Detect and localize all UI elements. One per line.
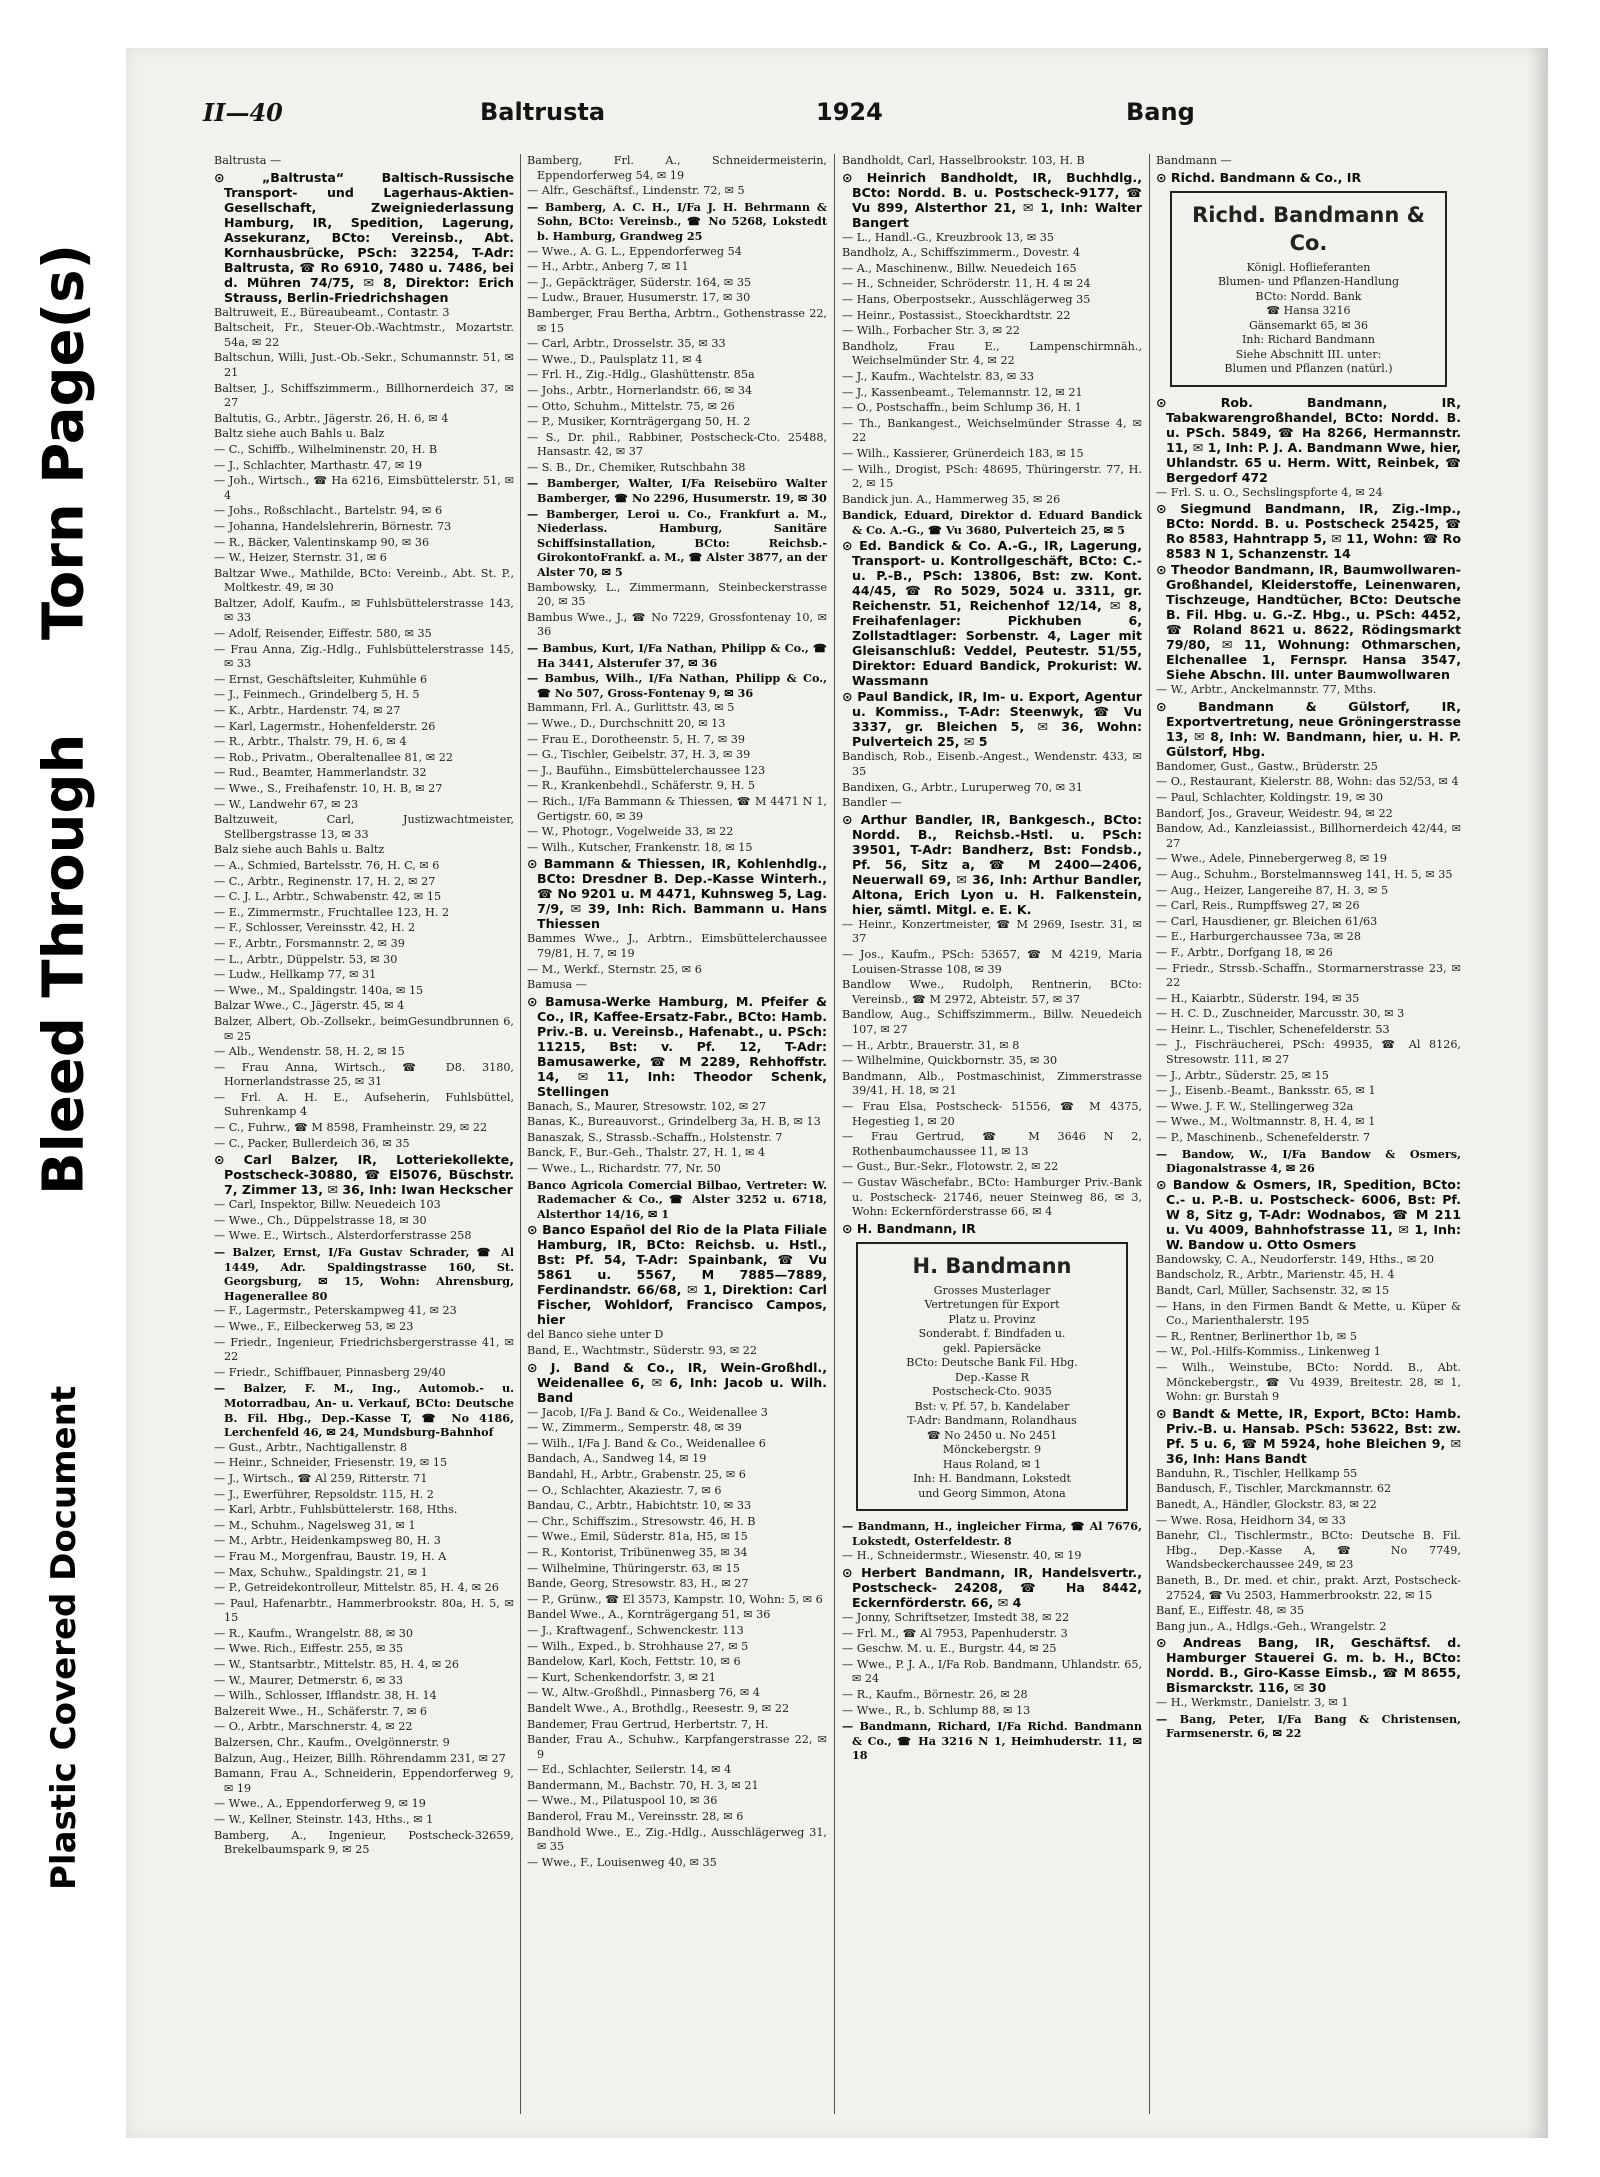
directory-entry: — Max, Schuhw., Spaldingstr. 21, ✉ 1 — [214, 1565, 428, 1579]
directory-entry: — Frl. S. u. O., Sechslingspforte 4, ✉ 24 — [1156, 485, 1383, 499]
directory-entry: — Jonny, Schriftsetzer, Imstedt 38, ✉ 22 — [842, 1611, 1070, 1624]
bleed-through-label: Bleed Through — [31, 733, 97, 1195]
directory-entry: Bandixen, G., Arbtr., Luruperweg 70, ✉ 31 — [842, 780, 1083, 794]
advertisement-line: Inh: Richard Bandmann — [1241, 333, 1376, 347]
header-left-keyword: Baltrusta — [480, 98, 606, 126]
directory-entry: — R., Rentner, Berlinerthor 1b, ✉ 5 — [1156, 1329, 1357, 1343]
directory-entry: — C., Schiffb., Wilhelminenstr. 20, H. B — [214, 442, 438, 456]
directory-entry: — W., Photogr., Vogelweide 33, ✉ 22 — [527, 825, 734, 839]
firm-listing: ⊙ Andreas Bang, IR, Geschäftsf. d. Hamburger Stauerei G. m. b. H., BCto: Nordd. B., Giro-Kasse Eimsb., ☎ M 8655, Bismarckstr. 116, ✉ 30 — [1156, 1635, 1461, 1696]
directory-entry: — Wwe., M., Spaldingstr. 140a, ✉ 15 — [214, 983, 424, 997]
advertisement-line: BCto: Deutsche Bank Fil. Hbg. — [906, 1356, 1078, 1370]
directory-entry: — S. B., Dr., Chemiker, Rutschbahn 38 — [527, 460, 746, 474]
directory-entry: — Wwe., Emil, Süderstr. 81a, H5, ✉ 15 — [527, 1530, 748, 1544]
directory-columns — [214, 154, 1469, 2114]
directory-entry: Baltzuweit, Carl, Justizwachtmeister, Stellbergstrasse 13, ✉ 33 — [214, 813, 514, 841]
advertisement-line: Bst: v. Pf. 57, b. Kandelaber — [914, 1399, 1070, 1413]
directory-entry: — Ed., Schlachter, Seilerstr. 14, ✉ 4 — [527, 1763, 732, 1777]
directory-entry: — Wwe., D., Durchschnitt 20, ✉ 13 — [527, 716, 726, 730]
directory-entry: Bandomer, Gust., Gastw., Brüderstr. 25 — [1156, 759, 1378, 773]
directory-entry: — P., Maschinenb., Schenefelderstr. 7 — [1156, 1131, 1371, 1145]
directory-entry: — C. J. L., Arbtr., Schwabenstr. 42, ✉ 15 — [214, 890, 442, 904]
directory-entry: — Bandmann, H., ingleicher Firma, ☎ Al 7676, Lokstedt, Osterfeldestr. 8 — [842, 1519, 1142, 1548]
directory-entry: — J., Fischräucherei, PSch: 49935, ☎ Al 8126, Stresowstr. 111, ✉ 27 — [1156, 1038, 1461, 1067]
directory-entry: — Wwe. E., Wirtsch., Alsterdorferstrasse 258 — [214, 1229, 472, 1243]
directory-entry: Bande, Georg, Stresowstr. 83, H., ✉ 27 — [527, 1577, 749, 1591]
directory-entry: — Rich., I/Fa Bammann & Thiessen, ☎ M 4471 N 1, Gertigstr. 60, ✉ 39 — [527, 794, 827, 823]
directory-entry: Bandt, Carl, Müller, Sachsenstr. 32, ✉ 15 — [1156, 1284, 1390, 1297]
directory-entry: — W., Arbtr., Anckelmannstr. 77, Mths. — [1156, 683, 1377, 697]
directory-entry: — J., Kaufm., Wachtelstr. 83, ✉ 33 — [842, 369, 1035, 383]
directory-entry: — Karl, Arbtr., Fuhlsbüttelerstr. 168, Hths. — [214, 1503, 458, 1517]
advertisement-line: Dep.-Kasse R — [955, 1370, 1029, 1384]
directory-entry: — J., Feinmech., Grindelberg 5, H. 5 — [214, 688, 420, 702]
directory-entry: — Frl. M., ☎ Al 7953, Papenhuderstr. 3 — [842, 1626, 1068, 1640]
directory-entry: Bandholz, Frau E., Lampenschirmnäh., Weichselmünder Str. 4, ✉ 22 — [842, 339, 1142, 368]
advertisement-line: Inh: H. Bandmann, Lokstedt — [913, 1472, 1071, 1486]
directory-entry: — Frau Gertrud, ☎ M 3646 N 2, Rothenbaumchaussee 11, ✉ 13 — [842, 1130, 1142, 1158]
directory-entry: Bang jun., A., Hdlgs.-Geh., Wrangelstr. 2 — [1156, 1619, 1387, 1633]
page-edge-shadow — [1526, 48, 1548, 2138]
directory-entry: Bandowsky, C. A., Neudorferstr. 149, Hths., ✉ 20 — [1156, 1252, 1434, 1266]
directory-entry: Bamberg, A., Ingenieur, Postscheck-32659, Brekelbaumspark 9, ✉ 25 — [214, 1828, 514, 1857]
firm-listing: ⊙ H. Bandmann, IR — [842, 1220, 976, 1236]
directory-entry: Bambowsky, L., Zimmermann, Steinbeckerstrasse 20, ✉ 35 — [527, 580, 827, 609]
directory-entry: — Hans, Oberpostsekr., Ausschlägerweg 35 — [842, 292, 1091, 306]
directory-entry: — M., Schuhm., Nagelsweg 31, ✉ 1 — [214, 1518, 416, 1532]
directory-entry: Balzar Wwe., C., Jägerstr. 45, ✉ 4 — [214, 999, 405, 1013]
directory-entry: — Alb., Wendenstr. 58, H. 2, ✉ 15 — [214, 1045, 405, 1059]
advertisement-line: ☎ No 2450 u. No 2451 — [926, 1428, 1058, 1442]
directory-entry: Banf, E., Eiffestr. 48, ✉ 35 — [1156, 1604, 1305, 1618]
header-right-keyword: Bang — [1126, 98, 1195, 126]
directory-entry: — A., Maschinenw., Billw. Neuedeich 165 — [842, 261, 1077, 275]
directory-entry: Bandick, Eduard, Direktor d. Eduard Bandick & Co. A.-G., ☎ Vu 3680, Pulverteich 25, ✉ 5 — [842, 508, 1142, 537]
column-2 — [527, 154, 827, 2114]
directory-entry: — Wwe. J. F. W., Stellingerweg 32a — [1156, 1099, 1354, 1113]
advertisement-line: T-Adr: Bandmann, Rolandhaus — [907, 1414, 1077, 1428]
directory-entry: — J., Wirtsch., ☎ Al 259, Ritterstr. 71 — [214, 1471, 428, 1485]
directory-entry: — Wilh., Kutscher, Frankenstr. 18, ✉ 15 — [527, 840, 753, 854]
advertisement-line: Grosses Musterlager — [933, 1283, 1051, 1297]
advertisement-box — [856, 1242, 1128, 1512]
directory-entry: — Wwe., D., Paulsplatz 11, ✉ 4 — [527, 352, 703, 366]
directory-entry: Balzersen, Chr., Kaufm., Ovelgönnerstr. 9 — [214, 1736, 450, 1750]
directory-entry: — O., Restaurant, Kielerstr. 88, Wohn: das 52/53, ✉ 4 — [1156, 775, 1459, 789]
directory-entry: — S., Dr. phil., Rabbiner, Postscheck-Cto. 25488, Hansastr. 42, ✉ 37 — [527, 430, 827, 459]
advertisement-line: Vertretungen für Export — [924, 1298, 1060, 1312]
firm-listing: ⊙ Bandmann & Gülstorf, IR, Exportvertretung, neue Gröningerstrasse 13, ✉ 8, Inh: W. Bandmann, hier, u. H. P. Gülstorf, Hbg. — [1156, 698, 1461, 759]
directory-entry: Bandelow, Karl, Koch, Fettstr. 10, ✉ 6 — [527, 1655, 741, 1669]
directory-entry: — W., Zimmerm., Semperstr. 48, ✉ 39 — [527, 1421, 742, 1435]
directory-entry: — Adolf, Reisender, Eiffestr. 580, ✉ 35 — [214, 627, 432, 641]
directory-entry: Balzun, Aug., Heizer, Billh. Röhrendamm 231, ✉ 27 — [214, 1751, 506, 1765]
directory-entry: — Gustav Wäschefabr., BCto: Hamburger Priv.-Bank u. Postscheck- 21746, neuer Steinweg 86, ✉ 3, Wohn: Eckernförderstrasse 66, ✉ 4 — [842, 1175, 1142, 1219]
directory-entry: — Rob., Privatm., Oberaltenallee 81, ✉ 22 — [214, 750, 453, 764]
advertisement-line: Haus Roland, ✉ 1 — [942, 1457, 1042, 1471]
directory-entry: — Alfr., Geschäftsf., Lindenstr. 72, ✉ 5 — [527, 184, 745, 198]
directory-entry: — H., Schneidermstr., Wiesenstr. 40, ✉ 19 — [842, 1549, 1082, 1563]
page-number: II—40 — [203, 98, 283, 127]
directory-entry: — Johs., Roßschlacht., Bartelstr. 94, ✉ 6 — [214, 504, 443, 518]
directory-entry: — W., Altw.-Großhdl., Pinnasberg 76, ✉ 4 — [527, 1686, 760, 1700]
directory-entry: — E., Harburgerchaussee 73a, ✉ 28 — [1156, 930, 1362, 944]
directory-entry: — Frau Anna, Zig.-Hdlg., Fuhlsbüttelerstrasse 145, ✉ 33 — [214, 642, 514, 671]
directory-entry: — F., Schlosser, Vereinsstr. 42, H. 2 — [214, 921, 416, 935]
directory-entry: — Johs., Arbtr., Hornerlandstr. 66, ✉ 34 — [527, 383, 753, 397]
directory-entry: — J., Schlachter, Marthastr. 47, ✉ 19 — [214, 458, 423, 472]
directory-entry: — Ludw., Hellkamp 77, ✉ 31 — [214, 968, 377, 982]
directory-entry: — O., Arbtr., Marschnerstr. 4, ✉ 22 — [214, 1720, 413, 1734]
directory-entry: — Wilh., Exped., b. Strohhause 27, ✉ 5 — [527, 1639, 749, 1653]
directory-entry: — Wilh., Forbacher Str. 3, ✉ 22 — [842, 324, 1020, 338]
directory-entry: — Aug., Heizer, Langereihe 87, H. 3, ✉ 5 — [1156, 883, 1389, 897]
directory-entry: — Wilh., Kassierer, Grünerdeich 183, ✉ 15 — [842, 446, 1084, 460]
directory-entry: Bamberger, Frau Bertha, Arbtrn., Gothenstrasse 22, ✉ 15 — [527, 306, 827, 335]
directory-entry: — R., Krankenbehdl., Schäferstr. 9, H. 5 — [527, 779, 756, 793]
directory-entry: — Bandow, W., I/Fa Bandow & Osmers, Diagonalstrasse 4, ✉ 26 — [1156, 1146, 1461, 1176]
advertisement-line: und Georg Simmon, Atona — [918, 1486, 1066, 1500]
firm-listing: ⊙ Rob. Bandmann, IR, Tabakwarengroßhandel, BCto: Nordd. B. u. PSch. 5849, ☎ Ha 8266, Hermannstr. 11, ✉ 1, Inh: P. J. A. Bandmann Wwe, hier, Uhlandstr. 65 u. Herm. Witt, Reinbek, ☎ Bergedorf 472 — [1156, 394, 1461, 485]
directory-entry: — J., Gepäckträger, Süderstr. 164, ✉ 35 — [527, 275, 752, 289]
column-4 — [1156, 154, 1461, 2114]
directory-entry: Bandermann, M., Bachstr. 70, H. 3, ✉ 21 — [527, 1778, 759, 1792]
directory-entry: Baltzer, Adolf, Kaufm., ✉ Fuhlsbüttelerstrasse 143, ✉ 33 — [214, 596, 514, 625]
directory-entry: Bandholdt, Carl, Hasselbrookstr. 103, H. B — [842, 154, 1085, 167]
firm-listing: ⊙ Carl Balzer, IR, Lotteriekollekte, Postscheck-30880, ☎ El5076, Büschstr. 7, Zimmer 13, ✉ 36, Inh: Iwan Heckscher — [214, 1152, 514, 1198]
advertisement-line: Blumen und Pflanzen (natürl.) — [1224, 362, 1393, 376]
directory-entry: Banduhn, R., Tischler, Hellkamp 55 — [1156, 1466, 1358, 1480]
directory-entry: Baneth, B., Dr. med. et chir., prakt. Arzt, Postscheck- 27524, ☎ Vu 2503, Hammerbrookstr. 22, ✉ 15 — [1156, 1573, 1461, 1602]
directory-entry: Banas, K., Bureauvorst., Grindelberg 3a, H. B, ✉ 13 — [527, 1115, 821, 1129]
directory-entry: — Jacob, I/Fa J. Band & Co., Weidenallee 3 — [527, 1405, 768, 1419]
directory-page — [126, 48, 1548, 2138]
directory-entry: — H. C. D., Zuschneider, Marcusstr. 30, ✉ 3 — [1156, 1007, 1405, 1021]
directory-entry: Bandau, C., Arbtr., Habichtstr. 10, ✉ 33 — [527, 1499, 752, 1513]
directory-entry: — Wwe., L., Richardstr. 77, Nr. 50 — [527, 1162, 721, 1176]
advertisement-line: Siehe Abschnitt III. unter: — [1235, 347, 1382, 361]
directory-entry: — Balzer, Ernst, I/Fa Gustav Schrader, ☎ Al 1449, Adr. Spaldingstrasse 160, St. Georgsburg, ✉ 15, Wohn: Ahrensburg, Hagenerallee 80 — [214, 1245, 514, 1303]
directory-entry: — Rud., Beamter, Hammerlandstr. 32 — [214, 766, 427, 780]
directory-entry: — Wwe., F., Eilbeckerweg 53, ✉ 23 — [214, 1320, 414, 1333]
directory-entry: — Wwe., M., Woltmannstr. 8, H. 4, ✉ 1 — [1156, 1115, 1376, 1129]
directory-entry: — Wwe., F., Louisenweg 40, ✉ 35 — [527, 1855, 717, 1869]
directory-entry: Bandel Wwe., A., Kornträgergang 51, ✉ 36 — [527, 1608, 771, 1622]
directory-entry: — G., Tischler, Geibelstr. 37, H. 3, ✉ 39 — [527, 748, 751, 762]
directory-entry: Bandisch, Rob., Eisenb.-Angest., Wendenstr. 433, ✉ 35 — [842, 750, 1142, 779]
directory-entry: — Otto, Schuhm., Mittelstr. 75, ✉ 26 — [527, 399, 735, 413]
scan-side-margin — [0, 0, 128, 2177]
directory-entry: — Gust., Bur.-Sekr., Flotowstr. 2, ✉ 22 — [842, 1160, 1059, 1174]
directory-entry: — Jos., Kaufm., PSch: 53657, ☎ M 4219, Maria Louisen-Strasse 108, ✉ 39 — [842, 948, 1142, 976]
directory-entry: Bandemer, Frau Gertrud, Herbertstr. 7, H. — [527, 1717, 769, 1731]
advertisement-line: Gänsemarkt 65, ✉ 36 — [1248, 318, 1369, 332]
directory-entry: — R., Kaufm., Börnestr. 26, ✉ 28 — [842, 1687, 1028, 1701]
directory-entry: Bammann, Frl. A., Gurlittstr. 43, ✉ 5 — [527, 701, 735, 715]
directory-entry: Banco Agricola Comercial Bilbao, Vertreter: W. Rademacher & Co., ☎ Alster 3252 u. 6718, Alsterthor 14/16, ✉ 1 — [527, 1177, 827, 1221]
directory-entry: Baltscheit, Fr., Steuer-Ob.-Wachtmstr., Mozartstr. 54a, ✉ 22 — [214, 321, 514, 349]
directory-entry: — Carl, Arbtr., Drosselstr. 35, ✉ 33 — [527, 337, 726, 351]
directory-entry: Balz siehe auch Bahls u. Baltz — [214, 843, 385, 857]
directory-entry: — R., Bäcker, Valentinskamp 90, ✉ 36 — [214, 535, 430, 549]
directory-entry: — Ernst, Geschäftsleiter, Kuhmühle 6 — [214, 672, 428, 686]
firm-listing: ⊙ Richd. Bandmann & Co., IR — [1156, 169, 1362, 185]
directory-entry: — H., Arbtr., Brauerstr. 31, ✉ 8 — [842, 1038, 1020, 1052]
directory-entry: Bandorf, Jos., Graveur, Weidestr. 94, ✉ 22 — [1156, 806, 1393, 820]
directory-entry: — Paul, Schlachter, Koldingstr. 19, ✉ 30 — [1156, 790, 1383, 804]
directory-entry: — Wwe. Rich., Eiffestr. 255, ✉ 35 — [214, 1642, 404, 1656]
directory-entry: Bandick jun. A., Hammerweg 35, ✉ 26 — [842, 492, 1061, 506]
directory-entry: — Heinr., Postassist., Stoeckhardtstr. 22 — [842, 308, 1071, 322]
directory-entry: — Johanna, Handelslehrerin, Börnestr. 73 — [214, 519, 452, 533]
directory-entry: — C., Arbtr., Reginenstr. 17, H. 2, ✉ 27 — [214, 874, 436, 888]
advertisement-line: Postscheck-Cto. 9035 — [932, 1385, 1052, 1399]
firm-listing: ⊙ Ed. Bandick & Co. A.-G., IR, Lagerung, Transport- u. Kontrollgeschäft, BCto: C.- u. P.-B., PSch: 13806, Bst: zw. Kont. 44/45, ☎ Ro 5029, 5024 u. 3311, gr. Reichenstr. 51, Reichenhof 12/14, ✉ 8, Freihafenlager: Pickhuben 6, Zollstadtlager: Sorbenstr. 4, Lager mit Gleisanschluß: Veddel, Peutestr. 51/55, Direktor: Eduard Bandick, Prokurist: W. Wassmann — [842, 538, 1142, 689]
firm-listing: ⊙ Bamusa-Werke Hamburg, M. Pfeifer & Co., IR, Kaffee-Ersatz-Fabr., BCto: Hamb. Priv.-B. u. Vereinsb., Hafenabt., u. PSch: 11215, Bst: v. Pf. 12, T-Adr: Bamusawerke, ☎ M 2289, Rehhoffstr. 14, ✉ 11, Inh: Theodor Schenk, Stellingen — [527, 993, 827, 1099]
advertisement-line: Mönckebergstr. 9 — [942, 1443, 1042, 1457]
directory-entry: — R., Kontorist, Tribünenweg 35, ✉ 34 — [527, 1545, 748, 1559]
directory-entry: — M., Arbtr., Heidenkampsweg 80, H. 3 — [214, 1534, 441, 1548]
directory-entry: — Frau E., Dorotheenstr. 5, H. 7, ✉ 39 — [527, 732, 746, 746]
firm-listing: ⊙ J. Band & Co., IR, Wein-Großhdl., Weidenallee 6, ✉ 6, Inh: Jacob u. Wilh. Band — [527, 1359, 827, 1405]
directory-entry: — Chr., Schiffszim., Stresowstr. 46, H. B — [527, 1514, 756, 1528]
advertisement-title: Richd. Bandmann & Co. — [1192, 202, 1425, 255]
advertisement-line: gekl. Papiersäcke — [942, 1341, 1042, 1355]
directory-entry: — P., Getreidekontrolleur, Mittelstr. 85, H. 4, ✉ 26 — [214, 1581, 499, 1595]
directory-entry: Bammes Wwe., J., Arbtrn., Eimsbüttelerchaussee 79/81, H. 7, ✉ 19 — [527, 932, 827, 960]
directory-entry: — Wilh., Schlosser, Ifflandstr. 38, H. 14 — [214, 1689, 437, 1703]
directory-entry: — J., Ewerführer, Repsoldstr. 115, H. 2 — [214, 1487, 434, 1501]
directory-entry: Banedt, A., Händler, Glockstr. 83, ✉ 22 — [1156, 1497, 1377, 1511]
directory-entry: — Bambus, Kurt, I/Fa Nathan, Philipp & Co., ☎ Ha 3441, Alsterufer 37, ✉ 36 — [527, 641, 827, 670]
directory-entry: Banach, S., Maurer, Stresowstr. 102, ✉ 27 — [527, 1099, 767, 1113]
directory-entry: — Wwe., Adele, Pinnebergerweg 8, ✉ 19 — [1156, 852, 1387, 866]
directory-entry: — Hans, in den Firmen Bandt & Mette, u. Küper & Co., Marienthalerstr. 195 — [1156, 1299, 1461, 1328]
directory-entry: Baltutis, G., Arbtr., Jägerstr. 26, H. 6, ✉ 4 — [214, 411, 449, 425]
directory-entry: — P., Musiker, Kornträgergang 50, H. 2 — [527, 415, 751, 429]
directory-entry: Bandelt Wwe., A., Brothdlg., Reesestr. 9, ✉ 22 — [527, 1701, 790, 1715]
firm-listing: ⊙ Bammann & Thiessen, IR, Kohlenhdlg., BCto: Dresdner B. Dep.-Kasse Winterh., ☎ No 9201 u. M 4471, Kuhnsweg 5, Lag. 7/9, ✉ 39, Inh: Rich. Bammann u. Hans Thiessen — [527, 856, 827, 932]
directory-entry: Band, E., Wachtmstr., Süderstr. 93, ✉ 22 — [527, 1344, 757, 1358]
directory-entry: — Wilh., I/Fa J. Band & Co., Weidenallee 6 — [527, 1436, 766, 1450]
directory-entry: — Th., Bankangest., Weichselmünder Strasse 4, ✉ 22 — [842, 416, 1142, 445]
firm-listing: ⊙ „Baltrusta“ Baltisch-Russische Transport- und Lagerhaus-Aktien-Gesellschaft, Zweigniederlassung Hamburg, IR, Spedition, Lagerung, Assekuranz, BCto: Vereinsb., Abt. Kornhausbrücke, PSch: 32254, T-Adr: Baltrusta, ☎ Ro 6910, 7480 u. 7486, bei d. Mühren 74/75, ✉ 8, Direktor: Erich Strauss, Berlin-Friedrichshagen — [214, 169, 514, 305]
directory-entry: — W., Landwehr 67, ✉ 23 — [214, 797, 359, 811]
directory-entry: — Carl, Hausdiener, gr. Bleichen 61/63 — [1156, 914, 1378, 928]
directory-entry: — L., Arbtr., Düppelstr. 53, ✉ 30 — [214, 952, 398, 966]
directory-entry: — Wilh., Weinstube, BCto: Nordd. B., Abt. Mönckebergstr., ☎ Vu 4939, Breitestr. 28, ✉ 1, Wohn: gr. Burstah 9 — [1156, 1360, 1461, 1404]
firm-listing: ⊙ Arthur Bandler, IR, Bankgesch., BCto: Nordd. B., Reichsb.-Hstl. u. PSch: 39501, T-Adr: Bandherz, Bst: Fondsb., Pf. 56, Sitz a, ☎ M 2400—2406, Neuerwall 69, ✉ 36, Inh: Arthur Bandler, Altona, Erich Lyon u. H. Falkenstein, hier, sämtl. Mitgl. e. E. K. — [842, 811, 1142, 917]
advertisement-line: ☎ Hansa 3216 — [1266, 304, 1351, 318]
directory-entry: Bandholz, A., Schiffszimmerm., Dovestr. 4 — [842, 246, 1081, 260]
directory-entry: Banaszak, S., Strassb.-Schaffn., Holstenstr. 7 — [527, 1130, 783, 1144]
plastic-covered-label: Plastic Covered Document — [44, 1385, 84, 1890]
directory-entry: del Banco siehe unter D — [527, 1328, 664, 1342]
directory-entry: Bandmann — — [1156, 154, 1232, 167]
directory-entry: — M., Werkf., Sternstr. 25, ✉ 6 — [527, 962, 702, 976]
directory-entry: — O., Postschaffn., beim Schlump 36, H. 1 — [842, 401, 1082, 415]
directory-entry: — Gust., Arbtr., Nachtigallenstr. 8 — [214, 1440, 408, 1454]
directory-entry: — Carl, Reis., Rumpffsweg 27, ✉ 26 — [1156, 899, 1360, 913]
directory-entry: Bandscholz, R., Arbtr., Marienstr. 45, H. 4 — [1156, 1268, 1395, 1282]
directory-entry: — H., Kaiarbtr., Süderstr. 194, ✉ 35 — [1156, 991, 1360, 1005]
directory-entry: — Wwe., R., b. Schlump 88, ✉ 13 — [842, 1703, 1031, 1717]
directory-entry: — Balzer, F. M., Ing., Automob.- u. Motorradbau, An- u. Verkauf, BCto: Deutsche B. Fil. Hbg., Dep.-Kasse T, ☎ No 4186, Lerchenfeld 46, ✉ 24, Mundsburg-Bahnhof — [214, 1381, 514, 1440]
firm-listing: ⊙ Banco Español del Rio de la Plata Filiale Hamburg, IR, BCto: Reichsb. u. Hstl., Bst: Pf. 54, T-Adr: Spainbank, ☎ Vu 5861 u. 5567, M 7885—7889, Ferdinandstr. 66/68, ✉ 1, Direktion: Carl Fischer, Wohldorf, Francisco Campos, hier — [527, 1222, 827, 1328]
directory-entry: Bandusch, F., Tischler, Marckmannstr. 62 — [1156, 1482, 1392, 1496]
directory-entry: Bandach, A., Sandweg 14, ✉ 19 — [527, 1452, 707, 1466]
directory-entry: — Bamberg, A. C. H., I/Fa J. H. Behrmann & Sohn, BCto: Vereinsb., ☎ No 5268, Lokstedt b. Hamburg, Grandweg 25 — [527, 199, 827, 243]
directory-entry: Bandow, Ad., Kanzleiassist., Billhornerdeich 42/44, ✉ 27 — [1156, 822, 1461, 850]
directory-entry: Bambus Wwe., J., ☎ No 7229, Grossfontenay 10, ✉ 36 — [527, 610, 827, 639]
directory-entry: — Wilhelmine, Thüringerstr. 63, ✉ 15 — [527, 1561, 740, 1575]
directory-entry: Baltzar Wwe., Mathilde, BCto: Vereinb., Abt. St. P., Moltkestr. 49, ✉ 30 — [214, 566, 514, 595]
directory-entry: Bamberg, Frl. A., Schneidermeisterin, Eppendorferweg 54, ✉ 19 — [527, 154, 827, 182]
directory-entry: — Frau Anna, Wirtsch., ☎ D8. 3180, Hornerlandstrasse 25, ✉ 31 — [214, 1060, 514, 1089]
directory-entry: — Wilh., Drogist, PSch: 48695, Thüringerstr. 77, H. 2, ✉ 15 — [842, 462, 1142, 491]
directory-entry: — Wwe., Ch., Düppelstrasse 18, ✉ 30 — [214, 1213, 427, 1227]
directory-entry: — F., Lagermstr., Peterskampweg 41, ✉ 23 — [214, 1304, 457, 1318]
directory-entry: — E., Zimmermstr., Fruchtallee 123, H. 2 — [214, 905, 450, 919]
directory-entry: Bandahl, H., Arbtr., Grabenstr. 25, ✉ 6 — [527, 1468, 746, 1481]
torn-pages-label: Torn Page(s) — [31, 243, 97, 640]
advertisement-line: Königl. Hoflieferanten — [1246, 260, 1371, 274]
directory-entry: — Bamberger, Leroi u. Co., Frankfurt a. M., Niederlass. Hamburg, Sanitäre Schiffsinstallation, BCto: Reichsb.-GirokontoFrankf. a. M., ☎ Alster 3877, an der Alster 70, ✉ 5 — [527, 506, 827, 580]
directory-entry: — Frau Elsa, Postscheck- 51556, ☎ M 4375, Hegestieg 1, ✉ 20 — [842, 1099, 1142, 1128]
directory-entry: — W., Pol.-Hilfs-Kommiss., Linkenweg 1 — [1156, 1345, 1381, 1359]
directory-entry: — W., Kellner, Steinstr. 143, Hths., ✉ 1 — [214, 1813, 434, 1826]
directory-entry: — Bang, Peter, I/Fa Bang & Christensen, Farmsenerstr. 6, ✉ 22 — [1156, 1711, 1461, 1741]
directory-entry: — Frau M., Morgenfrau, Baustr. 19, H. A — [214, 1549, 447, 1563]
directory-entry: Baltser, J., Schiffszimmerm., Billhornerdeich 37, ✉ 27 — [214, 381, 514, 410]
directory-entry: — Paul, Hafenarbtr., Hammerbrookstr. 80a, H. 5, ✉ 15 — [214, 1596, 514, 1625]
directory-entry: — Carl, Inspektor, Billw. Neuedeich 103 — [214, 1198, 441, 1212]
directory-entry: — Friedr., Ingenieur, Friedrichsbergerstrasse 41, ✉ 22 — [214, 1335, 514, 1364]
firm-listing: ⊙ Siegmund Bandmann, IR, Zig.-Imp., BCto: Nordd. B. u. Postscheck 25425, ☎ Ro 8583, Hahntrapp 5, ✉ 11, Wohn: ☎ Ro 8583 N 1, Schanzenstr. 14 — [1156, 501, 1461, 562]
directory-entry: Banck, F., Bur.-Geh., Thalstr. 27, H. 1, ✉ 4 — [527, 1146, 766, 1160]
directory-entry: Baltschun, Willi, Just.-Ob.-Sekr., Schumannstr. 51, ✉ 21 — [214, 351, 514, 379]
advertisement-box — [1170, 191, 1447, 387]
directory-entry: — J., Kassenbeamt., Telemannstr. 12, ✉ 21 — [842, 385, 1083, 399]
directory-entry: — Karl, Lagermstr., Hohenfelderstr. 26 — [214, 719, 436, 733]
directory-entry: — J., Kraftwagenf., Schwenckestr. 113 — [527, 1623, 744, 1637]
directory-entry: — Heinr., Konzertmeister, ☎ M 2969, Isestr. 31, ✉ 37 — [842, 917, 1142, 946]
directory-entry: — F., Arbtr., Forsmannstr. 2, ✉ 39 — [214, 936, 405, 950]
directory-entry: — Wwe., P. J. A., I/Fa Rob. Bandmann, Uhlandstr. 65, ✉ 24 — [842, 1657, 1142, 1686]
directory-entry: — Heinr. L., Tischler, Schenefelderstr. 53 — [1156, 1022, 1390, 1036]
directory-entry: — Frl. A. H. E., Aufseherin, Fuhlsbüttel, Suhrenkamp 4 — [214, 1090, 514, 1119]
directory-entry: — A., Schmied, Bartelsstr. 76, H. C, ✉ 6 — [214, 858, 440, 872]
directory-entry: — Frl. H., Zig.-Hdlg., Glashüttenstr. 85a — [527, 368, 755, 382]
directory-entry: — Wwe., A., Eppendorferweg 9, ✉ 19 — [214, 1797, 426, 1811]
firm-listing: ⊙ Herbert Bandmann, IR, Handelsvertr., Postscheck- 24208, ☎ Ha 8442, Eckernförderstr. 66, ✉ 4 — [842, 1565, 1142, 1610]
directory-entry: Baltrusta — — [214, 154, 282, 167]
directory-entry: — Bandmann, Richard, I/Fa Richd. Bandmann & Co., ☎ Ha 3216 N 1, Heimhuderstr. 11, ✉ 18 — [842, 1719, 1142, 1763]
directory-entry: — Geschw. M. u. E., Burgstr. 44, ✉ 25 — [842, 1642, 1057, 1656]
firm-listing: ⊙ Heinrich Bandholdt, IR, Buchhdlg., BCto: Nordd. B. u. Postscheck-9177, ☎ Vu 899, Alsterthor 21, ✉ 1, Inh: Walter Bangert — [842, 169, 1142, 230]
directory-entry: — W., Heizer, Sternstr. 31, ✉ 6 — [214, 551, 387, 565]
advertisement-line: Sonderabt. f. Bindfaden u. — [918, 1327, 1066, 1341]
directory-entry: Balzereit Wwe., H., Schäferstr. 7, ✉ 6 — [214, 1704, 428, 1718]
firm-listing: ⊙ Paul Bandick, IR, Im- u. Export, Agentur u. Kommiss., T-Adr: Steenwyk, ☎ Vu 3337, gr. Bleichen 5, ✉ 36, Wohn: Pulverteich 25, ✉ 5 — [842, 689, 1142, 750]
directory-entry: Balzer, Albert, Ob.-Zollsekr., beimGesundbrunnen 6, ✉ 25 — [214, 1014, 514, 1043]
firm-listing: ⊙ Theodor Bandmann, IR, Baumwollwaren-Großhandel, Kleiderstoffe, Leinenwaren, Tischzeuge, Handtücher, BCto: Deutsche B. Fil. Hbg. u. G.-Z. Hbg., u. PSch: 4452, ☎ Roland 8621 u. 8622, Rödingsmarkt 79/80, ✉ 11, Wohnung: Othmarschen, Elchenallee 1, Fernspr. Hansa 3547, Siehe Abschn. III. unter Baumwollwaren — [1156, 562, 1461, 683]
directory-entry: — Wwe., M., Pilatuspool 10, ✉ 36 — [527, 1794, 718, 1808]
directory-entry: — Ludw., Brauer, Husumerstr. 17, ✉ 30 — [527, 291, 751, 305]
directory-entry: — J., Baufühn., Eimsbüttelerchaussee 123 — [527, 763, 766, 777]
directory-entry: — P., Grünw., ☎ El 3573, Kampstr. 10, Wohn: 5, ✉ 6 — [527, 1592, 823, 1606]
directory-entry: — Friedr., Strssb.-Schaffn., Stormarnerstrasse 23, ✉ 22 — [1156, 961, 1461, 990]
directory-entry: — F., Arbtr., Dorfgang 18, ✉ 26 — [1156, 945, 1333, 959]
directory-entry: — Friedr., Schiffbauer, Pinnasberg 29/40 — [214, 1365, 446, 1379]
advertisement-title: H. Bandmann — [912, 1253, 1072, 1278]
directory-entry: Bandmann, Alb., Postmaschinist, Zimmerstrasse 39/41, H. 18, ✉ 21 — [842, 1069, 1142, 1098]
directory-entry: — H., Schneider, Schröderstr. 11, H. 4 ✉ 24 — [842, 277, 1091, 291]
directory-entry: — Heinr., Schneider, Friesenstr. 19, ✉ 15 — [214, 1456, 448, 1470]
directory-entry: — W., Stantsarbtr., Mittelstr. 85, H. 4, ✉ 26 — [214, 1658, 459, 1672]
directory-entry: — R., Kaufm., Wrangelstr. 88, ✉ 30 — [214, 1626, 414, 1640]
advertisement-line: Platz u. Provinz — [948, 1312, 1036, 1326]
directory-entry: — O., Schlachter, Akaziestr. 7, ✉ 6 — [527, 1483, 722, 1497]
directory-entry: Bandler — — [842, 796, 902, 810]
column-rule — [520, 154, 521, 2114]
directory-entry: Banehr, Cl., Tischlermstr., BCto: Deutsche B. Fil. Hbg., Dep.-Kasse A, ☎ No 7749, Wandsbeckerchaussee 249, ✉ 23 — [1156, 1529, 1461, 1572]
directory-entry: Bander, Frau A., Schuhw., Karpfangerstrasse 22, ✉ 9 — [527, 1733, 827, 1761]
directory-entry: — J., Arbtr., Süderstr. 25, ✉ 15 — [1156, 1068, 1329, 1082]
directory-entry: — Wwe., S., Freihafenstr. 10, H. B, ✉ 27 — [214, 782, 443, 795]
directory-entry: — J., Eisenb.-Beamt., Banksstr. 65, ✉ 1 — [1156, 1084, 1376, 1098]
advertisement-line: BCto: Nordd. Bank — [1255, 289, 1362, 303]
directory-entry: — Wwe., A. G. L., Eppendorferweg 54 — [527, 244, 742, 258]
directory-entry: Bandhold Wwe., E., Zig.-Hdlg., Ausschlägerweg 31, ✉ 35 — [527, 1825, 827, 1854]
directory-entry: Bamann, Frau A., Schneiderin, Eppendorferweg 9, ✉ 19 — [214, 1767, 514, 1795]
directory-entry: Baltz siehe auch Bahls u. Balz — [214, 427, 385, 441]
directory-entry: — Wilhelmine, Quickbornstr. 35, ✉ 30 — [842, 1054, 1058, 1068]
directory-entry: Bandlow Wwe., Rudolph, Rentnerin, BCto: Vereinsb., ☎ M 2972, Abteistr. 57, ✉ 37 — [842, 978, 1142, 1006]
directory-entry: — Kurt, Schenkendorfstr. 3, ✉ 21 — [527, 1670, 716, 1684]
directory-entry: — H., Arbtr., Anberg 7, ✉ 11 — [527, 260, 689, 274]
firm-listing: ⊙ Bandow & Osmers, IR, Spedition, BCto: C.- u. P.-B. u. Postscheck- 6006, Bst: Pf. W 8, Sitz g, T-Adr: Wodnabos, ☎ M 211 u. Vu 4009, Bahnhofstrasse 11, ✉ 1, Inh: W. Bandow u. Otto Osmers — [1156, 1176, 1461, 1252]
column-3 — [842, 154, 1142, 2114]
directory-entry: Bamusa — — [527, 978, 587, 992]
firm-listing: ⊙ Bandt & Mette, IR, Export, BCto: Hamb. Priv.-B. u. Hansab. PSch: 53622, Bst: zw. Pf. 5 u. 6, ☎ M 5924, hohe Bleichen 9, ✉ 36, Inh: Hans Bandt — [1156, 1405, 1461, 1466]
directory-entry: — H., Werkmstr., Danielstr. 3, ✉ 1 — [1156, 1696, 1349, 1710]
directory-entry: — Aug., Schuhm., Borstelmannsweg 141, H. 5, ✉ 35 — [1156, 867, 1453, 881]
column-rule — [1149, 154, 1150, 2114]
directory-entry: — Bamberger, Walter, I/Fa Reisebüro Walter Bamberger, ☎ No 2296, Husumerstr. 19, ✉ 30 — [527, 476, 827, 506]
directory-entry: Banderol, Frau M., Vereinsstr. 28, ✉ 6 — [527, 1810, 744, 1824]
directory-entry: Baltruweit, E., Büreaubeamt., Contastr. 3 — [214, 305, 450, 319]
column-rule — [834, 154, 835, 2114]
page-header — [126, 98, 1548, 138]
directory-entry: — Joh., Wirtsch., ☎ Ha 6216, Eimsbüttelerstr. 51, ✉ 4 — [214, 474, 514, 502]
advertisement-line: Blumen- und Pflanzen-Handlung — [1217, 275, 1400, 289]
directory-entry: — L., Handl.-G., Kreuzbrook 13, ✉ 35 — [842, 230, 1055, 244]
header-year: 1924 — [816, 98, 883, 126]
directory-entry: — W., Maurer, Detmerstr. 6, ✉ 33 — [214, 1673, 404, 1687]
directory-entry: — C., Fuhrw., ☎ M 8598, Framheinstr. 29, ✉ 22 — [214, 1121, 488, 1135]
column-1 — [214, 154, 514, 2114]
directory-entry: — Wwe. Rosa, Heidhorn 34, ✉ 33 — [1156, 1513, 1346, 1527]
directory-entry: — K., Arbtr., Hardenstr. 74, ✉ 27 — [214, 704, 401, 718]
directory-entry: — Bambus, Wilh., I/Fa Nathan, Philipp & Co., ☎ No 507, Gross-Fontenay 9, ✉ 36 — [527, 671, 827, 700]
directory-entry: — R., Arbtr., Thalstr. 79, H. 6, ✉ 4 — [214, 735, 407, 749]
directory-entry: — C., Packer, Bullerdeich 36, ✉ 35 — [214, 1136, 410, 1150]
directory-entry: Bandlow, Aug., Schiffszimmerm., Billw. Neuedeich 107, ✉ 27 — [842, 1008, 1142, 1036]
